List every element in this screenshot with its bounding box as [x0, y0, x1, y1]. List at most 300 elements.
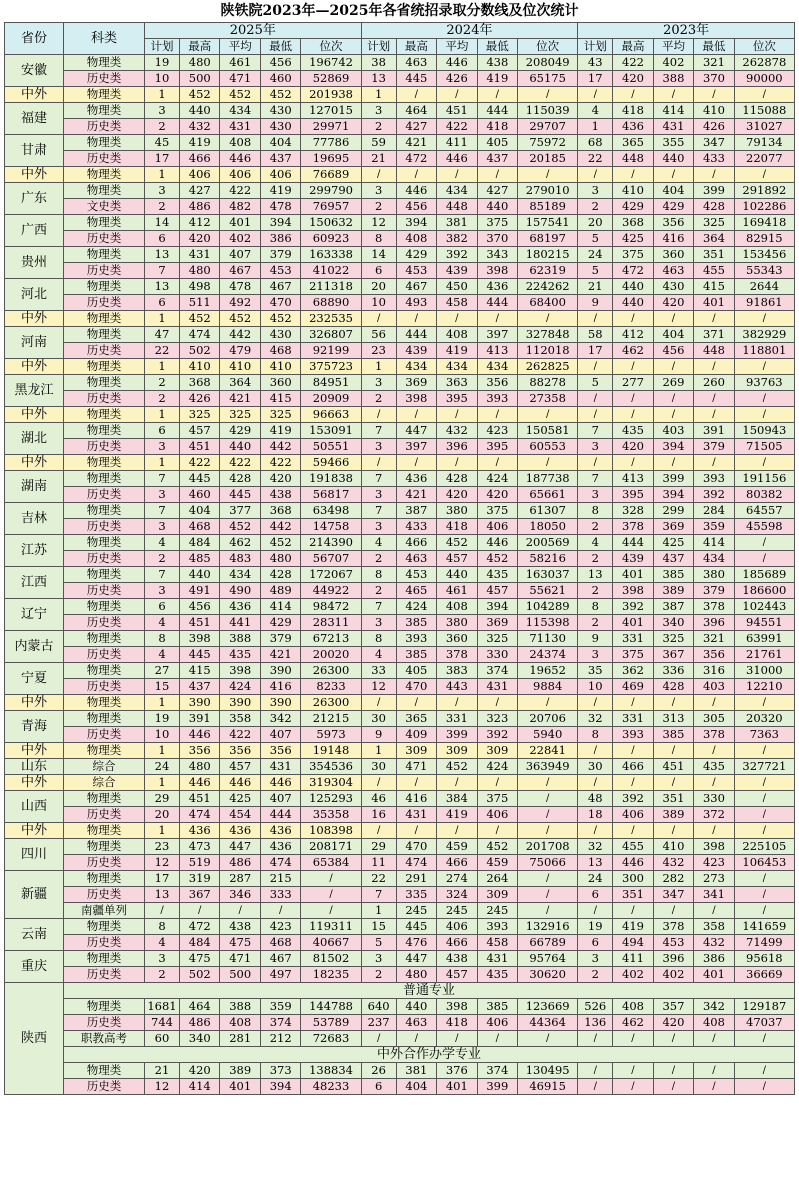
value-cell: 396 — [653, 951, 693, 967]
value-cell: 279010 — [518, 183, 578, 199]
value-cell: 55621 — [518, 583, 578, 599]
value-cell: 20020 — [301, 647, 361, 663]
value-cell: 425 — [613, 231, 653, 247]
value-cell: 407 — [260, 791, 300, 807]
value-cell: 96663 — [301, 407, 361, 423]
value-cell: / — [613, 455, 653, 471]
table-row — [5, 327, 795, 343]
value-cell: / — [694, 695, 734, 711]
value-cell: 325 — [477, 631, 517, 647]
table-row — [5, 791, 795, 807]
value-cell: 406 — [613, 807, 653, 823]
province-cell: 新疆 — [5, 871, 64, 919]
category-cell: 物理类 — [64, 1063, 145, 1079]
value-cell: / — [694, 743, 734, 759]
value-cell: / — [180, 903, 220, 919]
value-cell: / — [578, 775, 613, 791]
category-cell: 物理类 — [64, 711, 145, 727]
value-cell: 132916 — [518, 919, 578, 935]
table-row — [5, 967, 795, 983]
value-cell: 462 — [220, 535, 260, 551]
value-cell: 81502 — [301, 951, 361, 967]
category-cell: 物理类 — [64, 823, 145, 839]
value-cell: 446 — [477, 535, 517, 551]
value-cell: 358 — [694, 919, 734, 935]
value-cell: 2 — [578, 583, 613, 599]
value-cell: 423 — [260, 919, 300, 935]
value-cell: 447 — [396, 423, 436, 439]
value-cell: 3 — [361, 103, 396, 119]
value-cell: 264 — [477, 871, 517, 887]
value-cell: 395 — [477, 439, 517, 455]
value-cell: 389 — [653, 583, 693, 599]
value-cell: 16 — [361, 807, 396, 823]
value-cell: 44922 — [301, 583, 361, 599]
value-cell: 45 — [145, 135, 180, 151]
value-cell: / — [653, 455, 693, 471]
value-cell: 331 — [437, 711, 477, 727]
value-cell: 430 — [260, 327, 300, 343]
value-cell: / — [437, 455, 477, 471]
value-cell: 2 — [578, 199, 613, 215]
value-cell: 72683 — [301, 1031, 361, 1047]
value-cell: 211318 — [301, 279, 361, 295]
table-row — [5, 215, 795, 231]
value-cell: 1 — [145, 823, 180, 839]
value-cell: 7 — [361, 887, 396, 903]
value-cell: 392 — [477, 727, 517, 743]
value-cell: 422 — [613, 55, 653, 71]
value-cell: 363 — [437, 375, 477, 391]
value-cell: 410 — [260, 359, 300, 375]
table-row — [5, 551, 795, 567]
value-cell: 63498 — [301, 503, 361, 519]
value-cell: 386 — [260, 231, 300, 247]
category-cell: 历史类 — [64, 151, 145, 167]
value-cell: 493 — [396, 295, 436, 311]
value-cell: 359 — [694, 519, 734, 535]
value-cell: 1 — [145, 455, 180, 471]
value-cell: 22 — [361, 871, 396, 887]
value-cell: 422 — [437, 119, 477, 135]
table-row — [5, 663, 795, 679]
value-cell: 55343 — [734, 263, 794, 279]
value-cell: 7 — [145, 263, 180, 279]
page — [4, 0, 795, 1095]
value-cell: 432 — [694, 935, 734, 951]
table-row — [5, 519, 795, 535]
value-cell: 95618 — [734, 951, 794, 967]
value-cell: 76689 — [301, 167, 361, 183]
value-cell: 1 — [145, 311, 180, 327]
category-cell: 物理类 — [64, 839, 145, 855]
value-cell: / — [396, 823, 436, 839]
value-cell: 480 — [180, 55, 220, 71]
value-cell: 457 — [220, 759, 260, 775]
value-cell: 497 — [260, 967, 300, 983]
header-sub-max: 最高 — [613, 39, 653, 55]
province-cell: 黑龙江 — [5, 375, 64, 407]
value-cell: 3 — [361, 615, 396, 631]
value-cell: 452 — [260, 535, 300, 551]
value-cell: 397 — [396, 439, 436, 455]
category-cell: 综合 — [64, 775, 145, 791]
value-cell: 453 — [653, 935, 693, 951]
category-cell: 历史类 — [64, 1079, 145, 1095]
value-cell: / — [734, 1063, 794, 1079]
value-cell: / — [653, 311, 693, 327]
value-cell: 465 — [396, 583, 436, 599]
value-cell: 8 — [145, 919, 180, 935]
province-cell: 陕西 — [5, 983, 64, 1095]
value-cell: 71499 — [734, 935, 794, 951]
value-cell: 75972 — [518, 135, 578, 151]
value-cell: 50551 — [301, 439, 361, 455]
value-cell: 7 — [361, 503, 396, 519]
value-cell: 438 — [477, 55, 517, 71]
table-row — [5, 567, 795, 583]
value-cell: 59 — [361, 135, 396, 151]
value-cell: / — [694, 1063, 734, 1079]
value-cell: 404 — [396, 1079, 436, 1095]
value-cell: 7 — [361, 423, 396, 439]
value-cell: 17 — [145, 151, 180, 167]
table-row — [5, 391, 795, 407]
value-cell: 341 — [694, 887, 734, 903]
value-cell: 347 — [653, 887, 693, 903]
value-cell: 364 — [220, 375, 260, 391]
value-cell: / — [694, 1031, 734, 1047]
value-cell: 391 — [180, 711, 220, 727]
value-cell: 367 — [180, 887, 220, 903]
value-cell: 1 — [145, 87, 180, 103]
value-cell: 3 — [361, 487, 396, 503]
value-cell: 3 — [578, 647, 613, 663]
value-cell: 440 — [437, 567, 477, 583]
value-cell: 75066 — [518, 855, 578, 871]
value-cell: 67213 — [301, 631, 361, 647]
value-cell: 287 — [220, 871, 260, 887]
value-cell: 446 — [220, 775, 260, 791]
value-cell: 425 — [220, 791, 260, 807]
category-cell: 综合 — [64, 759, 145, 775]
value-cell: / — [477, 455, 517, 471]
category-cell: 历史类 — [64, 519, 145, 535]
value-cell: 163037 — [518, 567, 578, 583]
value-cell: 9 — [578, 295, 613, 311]
value-cell: 443 — [437, 679, 477, 695]
value-cell: 380 — [694, 567, 734, 583]
value-cell: 498 — [180, 279, 220, 295]
header-province: 省份 — [5, 23, 64, 55]
value-cell: 79134 — [734, 135, 794, 151]
category-cell: 历史类 — [64, 615, 145, 631]
value-cell: 403 — [694, 679, 734, 695]
province-cell: 中外 — [5, 407, 64, 423]
value-cell: / — [694, 311, 734, 327]
value-cell: 500 — [220, 967, 260, 983]
value-cell: / — [518, 407, 578, 423]
value-cell: 393 — [477, 919, 517, 935]
header-sub-rank: 位次 — [301, 39, 361, 55]
value-cell: 393 — [477, 391, 517, 407]
header-sub-plan: 计划 — [361, 39, 396, 55]
value-cell: 4 — [578, 535, 613, 551]
value-cell: / — [653, 391, 693, 407]
value-cell: 460 — [260, 71, 300, 87]
value-cell: 450 — [437, 279, 477, 295]
value-cell: 426 — [437, 71, 477, 87]
value-cell: 7 — [145, 503, 180, 519]
value-cell: 245 — [477, 903, 517, 919]
value-cell: 398 — [613, 583, 653, 599]
province-cell: 江西 — [5, 567, 64, 599]
value-cell: 440 — [220, 439, 260, 455]
value-cell: 305 — [694, 711, 734, 727]
value-cell: 8 — [578, 727, 613, 743]
value-cell: 180215 — [518, 247, 578, 263]
category-cell: 物理类 — [64, 87, 145, 103]
value-cell: 442 — [220, 327, 260, 343]
category-cell: 历史类 — [64, 119, 145, 135]
category-cell: 物理类 — [64, 103, 145, 119]
value-cell: / — [734, 903, 794, 919]
value-cell: 65384 — [301, 855, 361, 871]
value-cell: 444 — [260, 807, 300, 823]
value-cell: / — [613, 695, 653, 711]
value-cell: 414 — [694, 535, 734, 551]
value-cell: 448 — [694, 343, 734, 359]
value-cell: 470 — [396, 679, 436, 695]
category-cell: 历史类 — [64, 391, 145, 407]
value-cell: 408 — [396, 231, 436, 247]
value-cell: 427 — [396, 119, 436, 135]
value-cell: 447 — [396, 951, 436, 967]
value-cell: 452 — [180, 87, 220, 103]
value-cell: 3 — [361, 951, 396, 967]
value-cell: 475 — [180, 951, 220, 967]
header-sub-max: 最高 — [180, 39, 220, 55]
value-cell: / — [734, 407, 794, 423]
value-cell: 224262 — [518, 279, 578, 295]
value-cell: 340 — [653, 615, 693, 631]
value-cell: 401 — [694, 967, 734, 983]
province-cell: 中外 — [5, 695, 64, 711]
value-cell: 185689 — [734, 567, 794, 583]
value-cell: / — [578, 87, 613, 103]
value-cell: 319 — [180, 871, 220, 887]
value-cell: / — [361, 311, 396, 327]
value-cell: 397 — [477, 327, 517, 343]
value-cell: 391 — [694, 423, 734, 439]
value-cell: 46 — [361, 791, 396, 807]
value-cell: 300 — [613, 871, 653, 887]
value-cell: / — [477, 823, 517, 839]
value-cell: 378 — [694, 727, 734, 743]
value-cell: 7 — [361, 471, 396, 487]
value-cell: 150581 — [518, 423, 578, 439]
value-cell: 446 — [396, 183, 436, 199]
value-cell: 10 — [361, 295, 396, 311]
section-label-zhongwai: 中外合作办学专业 — [64, 1047, 795, 1063]
value-cell: 2 — [578, 551, 613, 567]
category-cell: 历史类 — [64, 807, 145, 823]
value-cell: 136 — [578, 1015, 613, 1031]
category-cell: 历史类 — [64, 343, 145, 359]
category-cell: 物理类 — [64, 183, 145, 199]
value-cell: 484 — [180, 935, 220, 951]
category-cell: 历史类 — [64, 487, 145, 503]
value-cell: 420 — [437, 487, 477, 503]
value-cell: 420 — [180, 231, 220, 247]
value-cell: 408 — [613, 999, 653, 1015]
value-cell: 3 — [145, 951, 180, 967]
value-cell: 273 — [694, 871, 734, 887]
value-cell: 410 — [653, 839, 693, 855]
value-cell: 434 — [220, 567, 260, 583]
value-cell: / — [653, 407, 693, 423]
province-cell: 中外 — [5, 743, 64, 759]
value-cell: 7363 — [734, 727, 794, 743]
value-cell: 328 — [613, 503, 653, 519]
value-cell: 453 — [396, 567, 436, 583]
value-cell: / — [734, 87, 794, 103]
value-cell: 6 — [145, 599, 180, 615]
value-cell: 356 — [653, 215, 693, 231]
value-cell: 36669 — [734, 967, 794, 983]
value-cell: 451 — [437, 103, 477, 119]
value-cell: 446 — [220, 151, 260, 167]
value-cell: 1 — [361, 359, 396, 375]
value-cell: / — [694, 903, 734, 919]
value-cell: 442 — [260, 519, 300, 535]
value-cell: 406 — [437, 919, 477, 935]
value-cell: / — [301, 903, 361, 919]
value-cell: 455 — [694, 263, 734, 279]
value-cell: 420 — [180, 1063, 220, 1079]
value-cell: 472 — [613, 263, 653, 279]
province-cell: 辽宁 — [5, 599, 64, 631]
value-cell: 744 — [145, 1015, 180, 1031]
value-cell: 200569 — [518, 535, 578, 551]
province-cell: 中外 — [5, 167, 64, 183]
value-cell: 299 — [653, 503, 693, 519]
category-cell: 物理类 — [64, 279, 145, 295]
value-cell: 359 — [260, 999, 300, 1015]
value-cell: 394 — [653, 487, 693, 503]
category-cell: 物理类 — [64, 631, 145, 647]
value-cell: 500 — [180, 71, 220, 87]
header-sub-min: 最低 — [694, 39, 734, 55]
value-cell: 35 — [578, 663, 613, 679]
value-cell: / — [437, 775, 477, 791]
value-cell: 3 — [578, 951, 613, 967]
value-cell: 424 — [220, 679, 260, 695]
value-cell: 478 — [220, 279, 260, 295]
value-cell: / — [734, 887, 794, 903]
value-cell: 2 — [578, 967, 613, 983]
value-cell: 416 — [260, 679, 300, 695]
value-cell: 474 — [396, 855, 436, 871]
value-cell: 29707 — [518, 119, 578, 135]
value-cell: 466 — [180, 151, 220, 167]
value-cell: 17 — [578, 71, 613, 87]
value-cell: 245 — [396, 903, 436, 919]
value-cell: 371 — [694, 327, 734, 343]
province-cell: 安徽 — [5, 55, 64, 87]
value-cell: 370 — [477, 231, 517, 247]
value-cell: 429 — [653, 199, 693, 215]
value-cell: 90000 — [734, 71, 794, 87]
value-cell: 393 — [694, 471, 734, 487]
category-cell: 历史类 — [64, 71, 145, 87]
value-cell: 47 — [145, 327, 180, 343]
header-sub-avg: 平均 — [653, 39, 693, 55]
value-cell: 446 — [437, 55, 477, 71]
value-cell: 172067 — [301, 567, 361, 583]
value-cell: / — [734, 359, 794, 375]
value-cell: / — [361, 775, 396, 791]
value-cell: 130495 — [518, 1063, 578, 1079]
value-cell: / — [734, 1079, 794, 1095]
value-cell: 378 — [694, 599, 734, 615]
value-cell: 486 — [220, 855, 260, 871]
header-sub-max: 最高 — [396, 39, 436, 55]
value-cell: 480 — [180, 759, 220, 775]
value-cell: / — [694, 823, 734, 839]
category-cell: 历史类 — [64, 439, 145, 455]
value-cell: / — [694, 359, 734, 375]
value-cell: / — [734, 167, 794, 183]
value-cell: 396 — [694, 615, 734, 631]
value-cell: 27358 — [518, 391, 578, 407]
value-cell: 2 — [578, 615, 613, 631]
table-row — [5, 807, 795, 823]
value-cell: 325 — [180, 407, 220, 423]
value-cell: 436 — [180, 823, 220, 839]
value-cell: 15 — [145, 679, 180, 695]
value-cell: 214390 — [301, 535, 361, 551]
value-cell: 60923 — [301, 231, 361, 247]
value-cell: 478 — [260, 199, 300, 215]
value-cell: 409 — [396, 727, 436, 743]
value-cell: 422 — [220, 455, 260, 471]
value-cell: / — [361, 167, 396, 183]
value-cell: 356 — [260, 743, 300, 759]
category-cell: 历史类 — [64, 727, 145, 743]
value-cell: / — [578, 903, 613, 919]
province-cell: 青海 — [5, 711, 64, 743]
value-cell: 378 — [437, 647, 477, 663]
value-cell: 452 — [260, 87, 300, 103]
value-cell: 419 — [437, 343, 477, 359]
value-cell: 411 — [437, 135, 477, 151]
value-cell: 427 — [180, 183, 220, 199]
value-cell: 459 — [477, 855, 517, 871]
value-cell: 422 — [260, 455, 300, 471]
value-cell: 414 — [653, 103, 693, 119]
value-cell: 419 — [260, 183, 300, 199]
value-cell: 434 — [437, 183, 477, 199]
value-cell: 452 — [220, 519, 260, 535]
value-cell: 60553 — [518, 439, 578, 455]
category-cell: 物理类 — [64, 871, 145, 887]
category-cell: 历史类 — [64, 551, 145, 567]
value-cell: 466 — [613, 759, 653, 775]
value-cell: 4 — [361, 535, 396, 551]
value-cell: 325 — [260, 407, 300, 423]
table-row — [5, 343, 795, 359]
